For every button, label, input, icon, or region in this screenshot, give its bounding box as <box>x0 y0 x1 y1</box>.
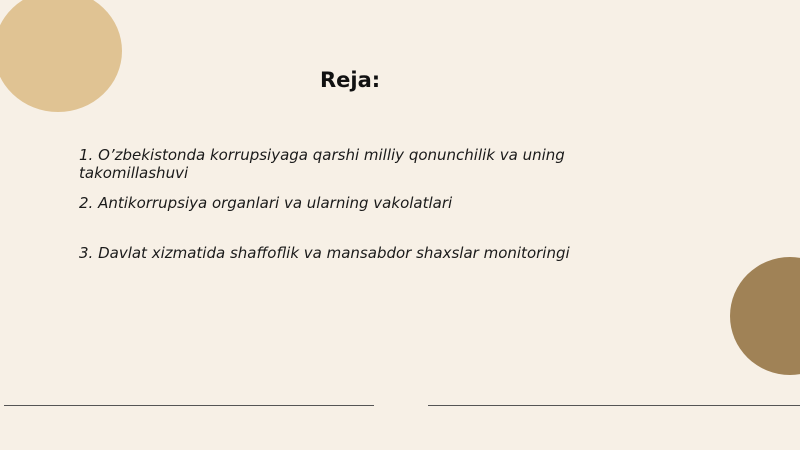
plan-item: 2. Antikorrupsiya organlari va ularning vakolatlari <box>79 194 453 212</box>
plan-item: 1. O’zbekistonda korrupsiyaga qarshi milliy qonunchilik va uning takomillashuvi <box>79 146 565 182</box>
plan-item: 3. Davlat xizmatida shaffoflik va mansabdor shaxslar monitoringi <box>79 244 570 262</box>
decorative-circle-top-left <box>0 0 122 112</box>
divider-line-left <box>4 405 374 406</box>
divider-line-right <box>428 405 800 406</box>
decorative-circle-right <box>730 257 800 375</box>
slide-title: Reja: <box>320 68 381 92</box>
